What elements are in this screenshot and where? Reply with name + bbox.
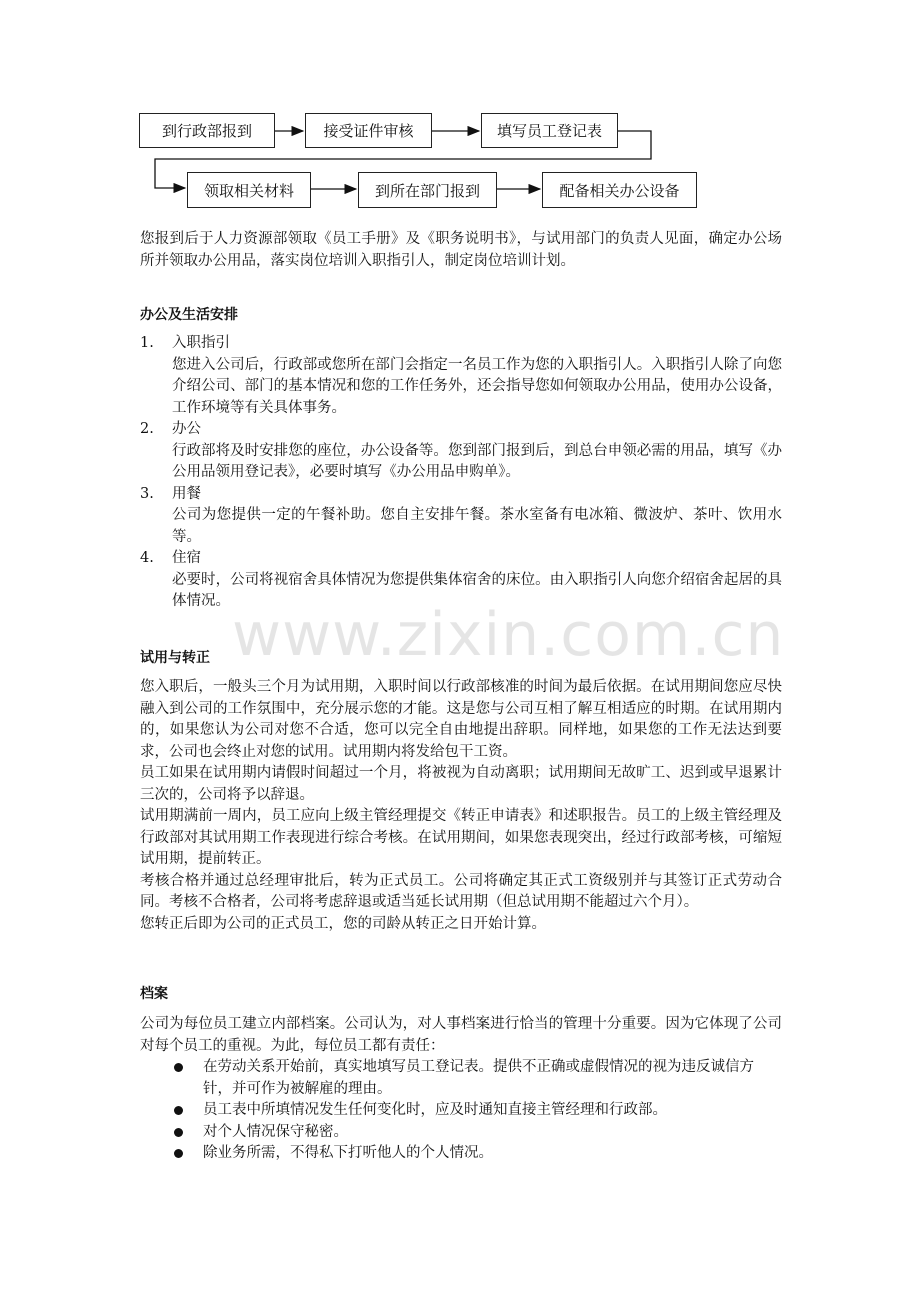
bullet-item <box>140 1143 782 1165</box>
probation-block <box>140 677 782 935</box>
probation-paragraph: 您入职后，一般头三个月为试用期，入职时间以行政部核准的时间为最后依据。在试用期间您应尽快融入到公司的工作氛围中，充分展示您的才能。这是您与公司互相了解互相适应的时期。在试用期内的，如果您认为公司对您不合适，您可以完全自由地提出辞职。同样地，如果您的工作无法达到要求，公司也会终止对您的试用。试用期内将发给包干工资。 <box>140 679 782 760</box>
archive-block <box>140 1014 782 1165</box>
list-item <box>140 419 782 484</box>
list-item <box>140 333 782 419</box>
bullet-text: 除业务所需，不得私下打听他人的个人情况。 <box>203 1145 493 1161</box>
list-item-title: 住宿 <box>172 550 201 566</box>
list-item-title: 入职指引 <box>172 335 230 351</box>
list-item-number: 2. <box>140 421 154 437</box>
list-item-body: 公司为您提供一定的午餐补助。您自主安排午餐。茶水室备有电冰箱、微波炉、茶叶、饮用水等。 <box>172 507 782 545</box>
bullet-item <box>140 1057 782 1100</box>
list-item-number: 4. <box>140 550 154 566</box>
bullet-icon <box>174 1149 183 1158</box>
probation-paragraph: 试用期满前一周内，员工应向上级主管经理提交《转正申请表》和述职报告。员工的上级主管经理及行政部对其试用期工作表现进行综合考核。在试用期间，如果您表现突出，经过行政部考核，可缩短试用期，提前转正。 <box>140 808 782 867</box>
archive-heading: 档案 <box>140 986 168 1002</box>
bullet-item <box>140 1100 782 1122</box>
flow-step-report-admin: 到行政部报到 <box>139 113 275 148</box>
intro-block <box>140 229 782 272</box>
probation-paragraph: 您转正后即为公司的正式员工，您的司龄从转正之日开始计算。 <box>140 915 546 932</box>
bullet-text: 在劳动关系开始前，真实地填写员工登记表。提供不正确或虚假情况的视为违反诚信方针，并可作为被解雇的理由。 <box>203 1059 754 1097</box>
list-item-number: 1. <box>140 335 154 351</box>
office-list <box>140 333 782 613</box>
bullet-item <box>140 1122 782 1144</box>
list-item-title: 用餐 <box>172 485 201 502</box>
flow-step-office-equipment: 配备相关办公设备 <box>542 172 697 208</box>
list-item <box>140 484 782 549</box>
list-item-body: 必要时，公司将视宿舍具体情况为您提供集体宿舍的床位。由入职指引人向您介绍宿舍起居的具体情况。 <box>172 571 782 609</box>
list-item-number: 3. <box>140 485 154 502</box>
flow-step-fill-registration: 填写员工登记表 <box>481 113 618 148</box>
watermark: www.zixin.com.cn <box>232 600 785 670</box>
bullet-text: 员工表中所填情况发生任何变化时，应及时通知直接主管经理和行政部。 <box>203 1102 667 1118</box>
flow-step-report-department: 到所在部门报到 <box>358 172 497 208</box>
list-item-body: 行政部将及时安排您的座位，办公设备等。您到部门报到后，到总台申领必需的用品，填写《办公用品领用登记表》，必要时填写《办公用品申购单》。 <box>172 442 782 480</box>
probation-paragraph: 考核合格并通过总经理审批后，转为正式员工。公司将确定其正式工资级别并与其签订正式劳动合同。考核不合格者，公司将考虑辞退或适当延长试用期（但总试用期不能超过六个月）。 <box>140 872 782 910</box>
flow-step-certificate-review: 接受证件审核 <box>305 113 432 148</box>
bullet-text: 对个人情况保守秘密。 <box>203 1123 348 1140</box>
bullet-icon <box>174 1106 183 1115</box>
intro-paragraph: 您报到后于人力资源部领取《员工手册》及《职务说明书》，与试用部门的负责人见面，确定办公场所并领取办公用品，落实岗位培训入职指引人，制定岗位培训计划。 <box>140 231 782 269</box>
list-item-title: 办公 <box>172 421 201 437</box>
probation-paragraph: 员工如果在试用期内请假时间超过一个月，将被视为自动离职；试用期间无故旷工、迟到或早退累计三次的，公司将予以辞退。 <box>140 765 782 803</box>
office-heading: 办公及生活安排 <box>140 307 238 323</box>
archive-intro: 公司为每位员工建立内部档案。公司认为，对人事档案进行恰当的管理十分重要。因为它体现了公司对每个员工的重视。为此，每位员工都有责任： <box>140 1016 782 1054</box>
bullet-icon <box>174 1128 183 1137</box>
flow-step-collect-materials: 领取相关材料 <box>187 172 311 208</box>
probation-heading: 试用与转正 <box>140 650 210 666</box>
bullet-icon <box>174 1063 183 1072</box>
list-item-body: 您进入公司后，行政部或您所在部门会指定一名员工作为您的入职指引人。入职指引人除了向您介绍公司、部门的基本情况和您的工作任务外，还会指导您如何领取办公用品，使用办公设备，工作环境等有关具体事务。 <box>172 356 782 416</box>
